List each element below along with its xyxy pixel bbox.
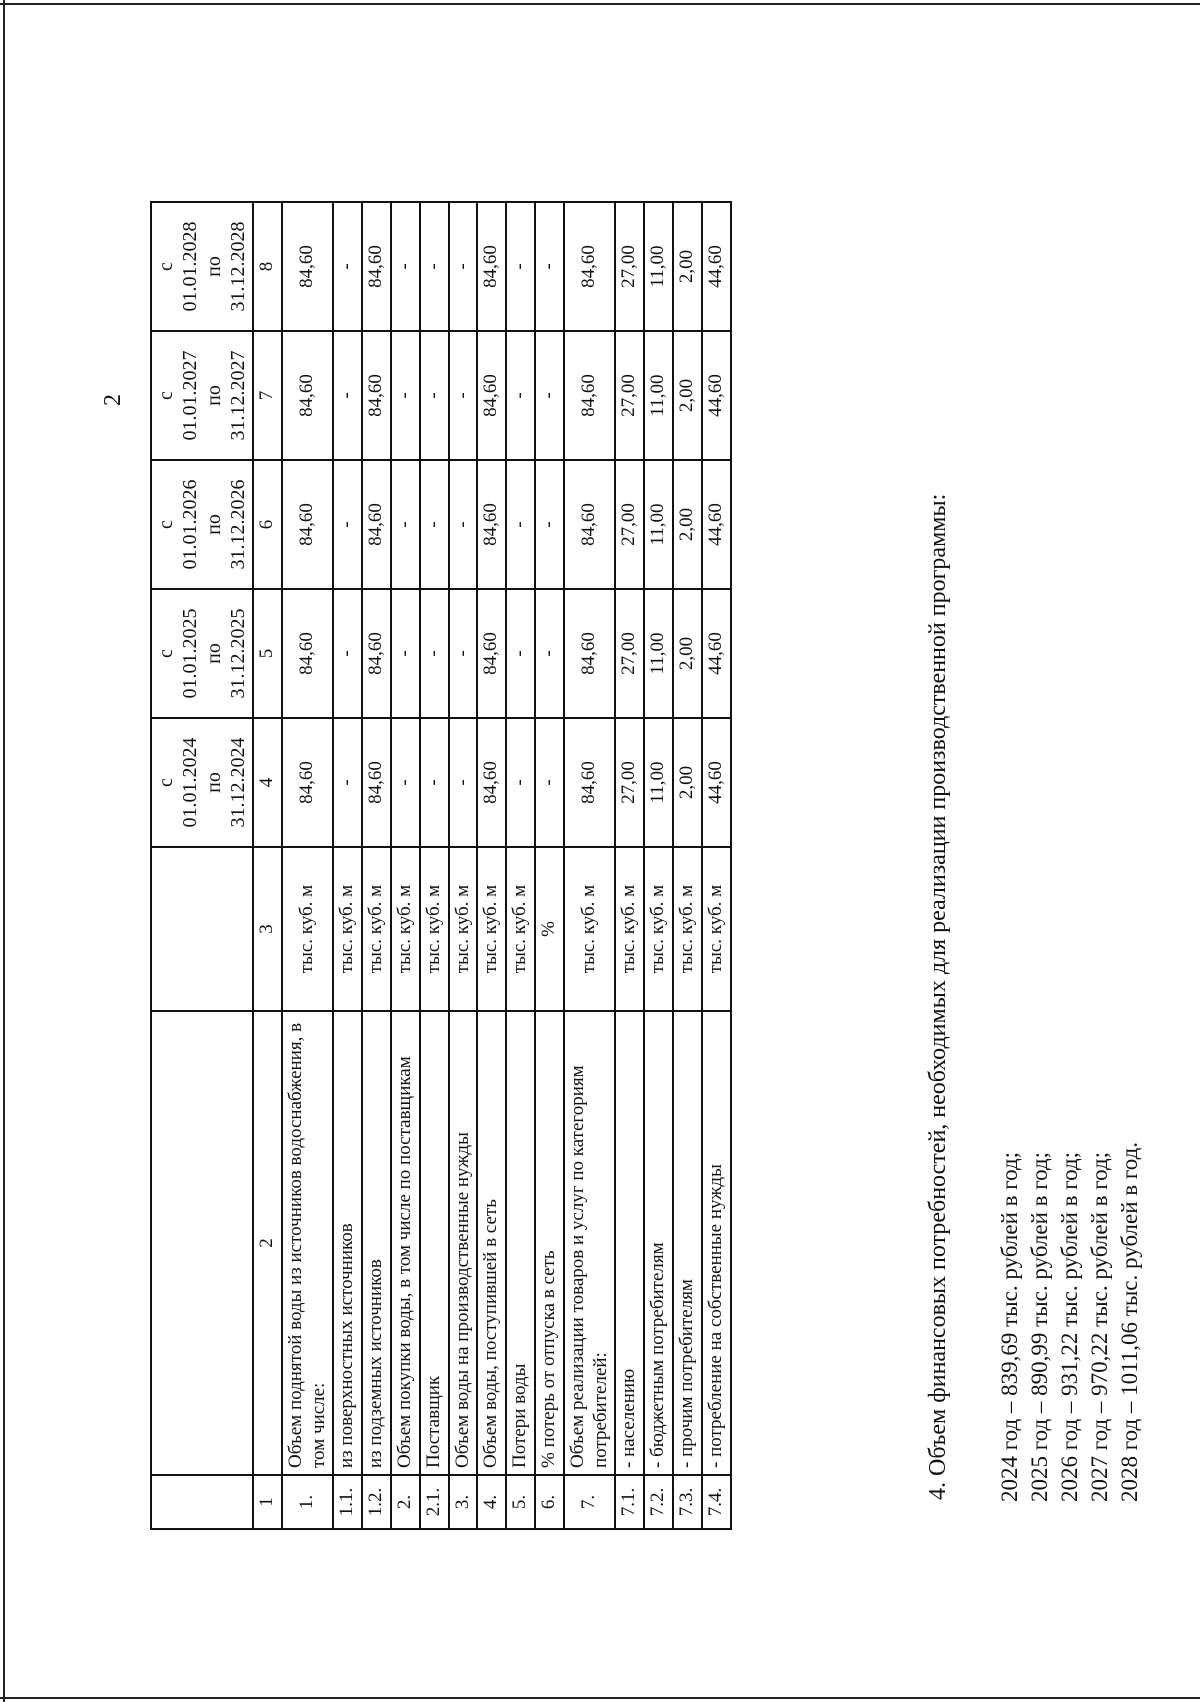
row-value: 84,60 [362, 331, 391, 460]
row-unit: тыс. куб. м [391, 847, 420, 1011]
header-period-cell: с 01.01.2027 по 31.12.2027 [151, 331, 253, 460]
row-value: - [449, 331, 478, 460]
table-row [535, 202, 564, 1529]
column-index: 4 [253, 718, 282, 847]
row-value: 11,00 [644, 202, 673, 331]
row-value: 84,60 [282, 718, 334, 847]
row-value: 2,00 [673, 589, 702, 718]
row-value: 84,60 [477, 718, 506, 847]
production-program-table [150, 201, 732, 1530]
row-unit: тыс. куб. м [420, 847, 449, 1011]
row-unit: тыс. куб. м [362, 847, 391, 1011]
table-row [362, 202, 391, 1529]
section-4-title: 4. Объем финансовых потребностей, необходимых для реализации производственной программы: [925, 493, 951, 1500]
row-number: 1.1. [333, 1475, 362, 1529]
row-value: - [535, 718, 564, 847]
column-index: 2 [253, 1011, 282, 1475]
row-number: 5. [506, 1475, 535, 1529]
row-value: - [333, 718, 362, 847]
row-value: - [391, 718, 420, 847]
row-number: 1.2. [362, 1475, 391, 1529]
row-value: 44,60 [702, 718, 731, 847]
header-period-cell: с 01.01.2024 по 31.12.2024 [151, 718, 253, 847]
row-value: 84,60 [564, 460, 616, 589]
row-number: 4. [477, 1475, 506, 1529]
row-indicator: Объем воды, поступившей в сеть [477, 1011, 506, 1475]
row-unit: тыс. куб. м [449, 847, 478, 1011]
row-unit: тыс. куб. м [282, 847, 334, 1011]
row-indicator: Объем воды на производственные нужды [449, 1011, 478, 1475]
page-number: 2 [100, 394, 126, 406]
row-indicator: - бюджетным потребителям [644, 1011, 673, 1475]
row-indicator: - прочим потребителям [673, 1011, 702, 1475]
column-index: 7 [253, 331, 282, 460]
row-value: 2,00 [673, 718, 702, 847]
row-value: 2,00 [673, 460, 702, 589]
row-value: 84,60 [362, 589, 391, 718]
row-value: 84,60 [362, 718, 391, 847]
row-value: - [420, 331, 449, 460]
row-value: 84,60 [282, 460, 334, 589]
row-unit: тыс. куб. м [615, 847, 644, 1011]
row-indicator: - населению [615, 1011, 644, 1475]
row-value: 27,00 [615, 331, 644, 460]
row-value: - [420, 202, 449, 331]
table-body [282, 202, 731, 1529]
row-value: 84,60 [477, 460, 506, 589]
financial-need-item: 2026 год – 931,22 тыс. рублей в год; [1057, 1151, 1082, 1502]
table-row [644, 202, 673, 1529]
row-value: 11,00 [644, 331, 673, 460]
row-value: 27,00 [615, 589, 644, 718]
row-value: 11,00 [644, 460, 673, 589]
row-value: - [391, 589, 420, 718]
table-row [333, 202, 362, 1529]
rotated-page [60, 0, 1150, 1560]
column-index-row [253, 202, 282, 1529]
row-number: 1. [282, 1475, 334, 1529]
row-indicator: Объем реализации товаров и услуг по категориям потребителей: [564, 1011, 616, 1475]
row-value: - [506, 331, 535, 460]
row-number: 7.4. [702, 1475, 731, 1529]
row-value: 84,60 [477, 331, 506, 460]
row-number: 3. [449, 1475, 478, 1529]
table-row [477, 202, 506, 1529]
row-value: - [333, 589, 362, 718]
table-row [702, 202, 731, 1529]
row-unit: тыс. куб. м [333, 847, 362, 1011]
row-number: 7.3. [673, 1475, 702, 1529]
row-value: 84,60 [564, 589, 616, 718]
row-number: 7. [564, 1475, 616, 1529]
table-row [449, 202, 478, 1529]
header-period-cell: с 01.01.2025 по 31.12.2025 [151, 589, 253, 718]
scan-border-bottom [0, 1697, 1200, 1699]
table-header-row [151, 202, 253, 1529]
row-value: - [535, 331, 564, 460]
row-indicator: - потребление на собственные нужды [702, 1011, 731, 1475]
row-value: 27,00 [615, 202, 644, 331]
financial-need-item: 2024 год – 839,69 тыс. рублей в год; [997, 1151, 1022, 1502]
row-value: - [420, 460, 449, 589]
financial-need-item: 2028 год – 1011,06 тыс. рублей в год. [1117, 1141, 1142, 1502]
row-value: - [535, 460, 564, 589]
row-value: 11,00 [644, 718, 673, 847]
row-indicator: Потери воды [506, 1011, 535, 1475]
row-indicator: Объем поднятой воды из источников водоснабжения, в том числе: [282, 1011, 334, 1475]
table-row [506, 202, 535, 1529]
row-value: - [391, 202, 420, 331]
row-value: - [506, 718, 535, 847]
row-value: - [391, 331, 420, 460]
row-indicator: из подземных источников [362, 1011, 391, 1475]
row-value: 84,60 [477, 202, 506, 331]
row-indicator: из поверхностных источников [333, 1011, 362, 1475]
financial-needs-list [995, 1142, 1145, 1502]
row-number: 2.1. [420, 1475, 449, 1529]
financial-need-item: 2025 год – 890,99 тыс. рублей в год; [1027, 1151, 1052, 1502]
column-index: 3 [253, 847, 282, 1011]
row-value: - [333, 202, 362, 331]
row-number: 7.1. [615, 1475, 644, 1529]
row-value: 44,60 [702, 460, 731, 589]
header-cell-empty [151, 1011, 253, 1475]
row-unit: тыс. куб. м [477, 847, 506, 1011]
row-unit: тыс. куб. м [702, 847, 731, 1011]
row-value: 44,60 [702, 589, 731, 718]
row-value: - [391, 460, 420, 589]
row-number: 7.2. [644, 1475, 673, 1529]
row-value: 44,60 [702, 331, 731, 460]
row-value: - [506, 589, 535, 718]
table-row [673, 202, 702, 1529]
header-period-cell: с 01.01.2026 по 31.12.2026 [151, 460, 253, 589]
row-value: - [449, 202, 478, 331]
row-value: 84,60 [477, 589, 506, 718]
row-value: 84,60 [564, 202, 616, 331]
table-row [564, 202, 616, 1529]
header-cell-empty [151, 847, 253, 1011]
row-value: - [535, 589, 564, 718]
column-index: 5 [253, 589, 282, 718]
row-value: 2,00 [673, 202, 702, 331]
row-number: 6. [535, 1475, 564, 1529]
row-value: - [449, 718, 478, 847]
row-value: 84,60 [564, 331, 616, 460]
column-index: 8 [253, 202, 282, 331]
scan-border-left [3, 0, 5, 1702]
row-value: 84,60 [362, 202, 391, 331]
row-value: 84,60 [362, 460, 391, 589]
row-unit: тыс. куб. м [673, 847, 702, 1011]
table-row [391, 202, 420, 1529]
table-row [420, 202, 449, 1529]
row-value: - [506, 460, 535, 589]
row-value: - [420, 718, 449, 847]
row-value: - [449, 460, 478, 589]
row-number: 2. [391, 1475, 420, 1529]
column-index: 1 [253, 1475, 282, 1529]
row-value: - [333, 331, 362, 460]
row-value: 84,60 [282, 331, 334, 460]
row-value: 44,60 [702, 202, 731, 331]
column-index: 6 [253, 460, 282, 589]
row-value: - [420, 589, 449, 718]
row-unit: % [535, 847, 564, 1011]
table-row [615, 202, 644, 1529]
row-indicator: Объем покупки воды, в том числе по поставщикам [391, 1011, 420, 1475]
table-row [282, 202, 334, 1529]
row-value: 84,60 [282, 589, 334, 718]
financial-need-item: 2027 год – 970,22 тыс. рублей в год; [1087, 1151, 1112, 1502]
row-indicator: Поставщик [420, 1011, 449, 1475]
row-value: 2,00 [673, 331, 702, 460]
row-value: - [535, 202, 564, 331]
row-value: 27,00 [615, 460, 644, 589]
row-value: - [333, 460, 362, 589]
header-cell-empty [151, 1475, 253, 1529]
row-unit: тыс. куб. м [506, 847, 535, 1011]
row-value: - [506, 202, 535, 331]
row-value: 11,00 [644, 589, 673, 718]
row-value: 27,00 [615, 718, 644, 847]
header-period-cell: с 01.01.2028 по 31.12.2028 [151, 202, 253, 331]
row-unit: тыс. куб. м [644, 847, 673, 1011]
row-indicator: % потерь от отпуска в сеть [535, 1011, 564, 1475]
row-value: - [449, 589, 478, 718]
row-value: 84,60 [282, 202, 334, 331]
row-value: 84,60 [564, 718, 616, 847]
row-unit: тыс. куб. м [564, 847, 616, 1011]
